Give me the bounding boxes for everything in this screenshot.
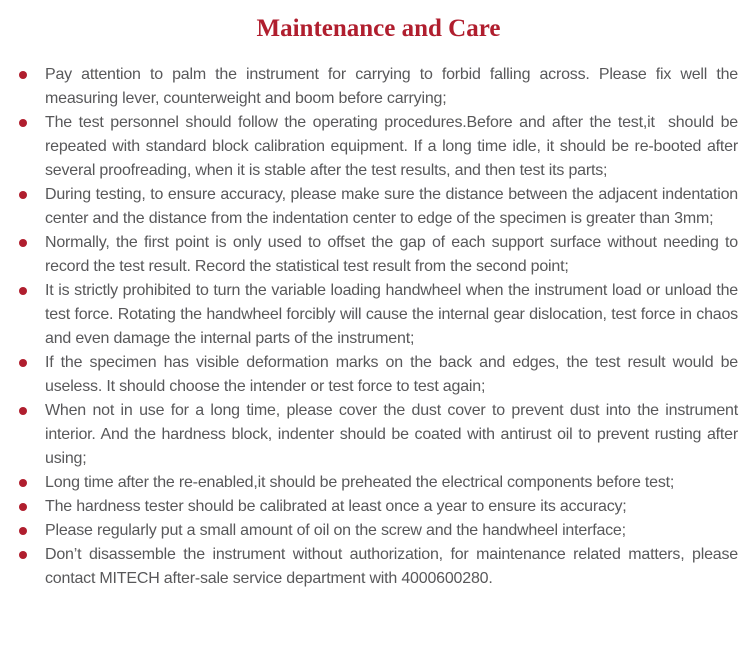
- page-title: Maintenance and Care: [256, 15, 501, 42]
- list-item-text: When not in use for a long time, please cover the dust cover to prevent dust into the instrument interior. And the hardness block, indenter should be coated with antirust oil to prevent rusting after using;: [45, 402, 743, 467]
- list-item-text: If the specimen has visible deformation marks on the back and edges, the test result would be useless. It should choose the intender or test force to test again;: [45, 354, 743, 395]
- list-item: [19, 351, 743, 399]
- list-item: [19, 279, 743, 351]
- list-item-text: Please regularly put a small amount of oil on the screw and the handwheel interface;: [45, 522, 626, 539]
- list-item-text: Pay attention to palm the instrument for carrying to forbid falling across. Please fix well the measuring lever, counterweight and boom before carrying;: [45, 66, 743, 107]
- list-item: [19, 471, 738, 495]
- bullet-icon: [19, 359, 27, 367]
- list-item: [19, 399, 743, 471]
- bullet-icon: [19, 239, 27, 247]
- bullet-icon: [19, 527, 27, 535]
- list-item-text: It is strictly prohibited to turn the variable loading handwheel when the instrument load or unload the test force. Rotating the handwheel forcibly will cause the internal gear dislocation, test force in chaos and even damage the internal parts of the instrument;: [45, 282, 743, 347]
- list-item: [19, 231, 743, 279]
- bullet-icon: [19, 71, 27, 79]
- list-item-text: The hardness tester should be calibrated at least once a year to ensure its accuracy;: [45, 498, 627, 515]
- list-item-text: Normally, the first point is only used to offset the gap of each support surface without needing to record the test result. Record the statistical test result from the second point;: [45, 234, 743, 275]
- maintenance-list: [19, 63, 743, 591]
- list-item: [19, 111, 743, 183]
- bullet-icon: [19, 503, 27, 511]
- list-item-text: The test personnel should follow the operating procedures.Before and after the test,it should be repeated with standard block calibration equipment. If a long time idle, it should be re-booted after several proofreading, when it is stable after the test results, and then test its parts;: [45, 114, 743, 179]
- bullet-icon: [19, 119, 27, 127]
- list-item: [19, 495, 738, 519]
- list-item-text: Don’t disassemble the instrument without authorization, for maintenance related matters, please contact MITECH after-sale service department with 4000600280.: [45, 546, 743, 587]
- bullet-icon: [19, 287, 27, 295]
- list-item: [19, 63, 743, 111]
- list-item-text: During testing, to ensure accuracy, please make sure the distance between the adjacent indentation center and the distance from the indentation center to edge of the specimen is greater than 3mm;: [45, 186, 743, 227]
- bullet-icon: [19, 191, 27, 199]
- bullet-icon: [19, 551, 27, 559]
- bullet-icon: [19, 479, 27, 487]
- list-item: [19, 183, 743, 231]
- list-item-text: Long time after the re-enabled,it should be preheated the electrical components before test;: [45, 474, 675, 491]
- list-item: [19, 543, 743, 591]
- bullet-icon: [19, 407, 27, 415]
- list-item: [19, 519, 738, 543]
